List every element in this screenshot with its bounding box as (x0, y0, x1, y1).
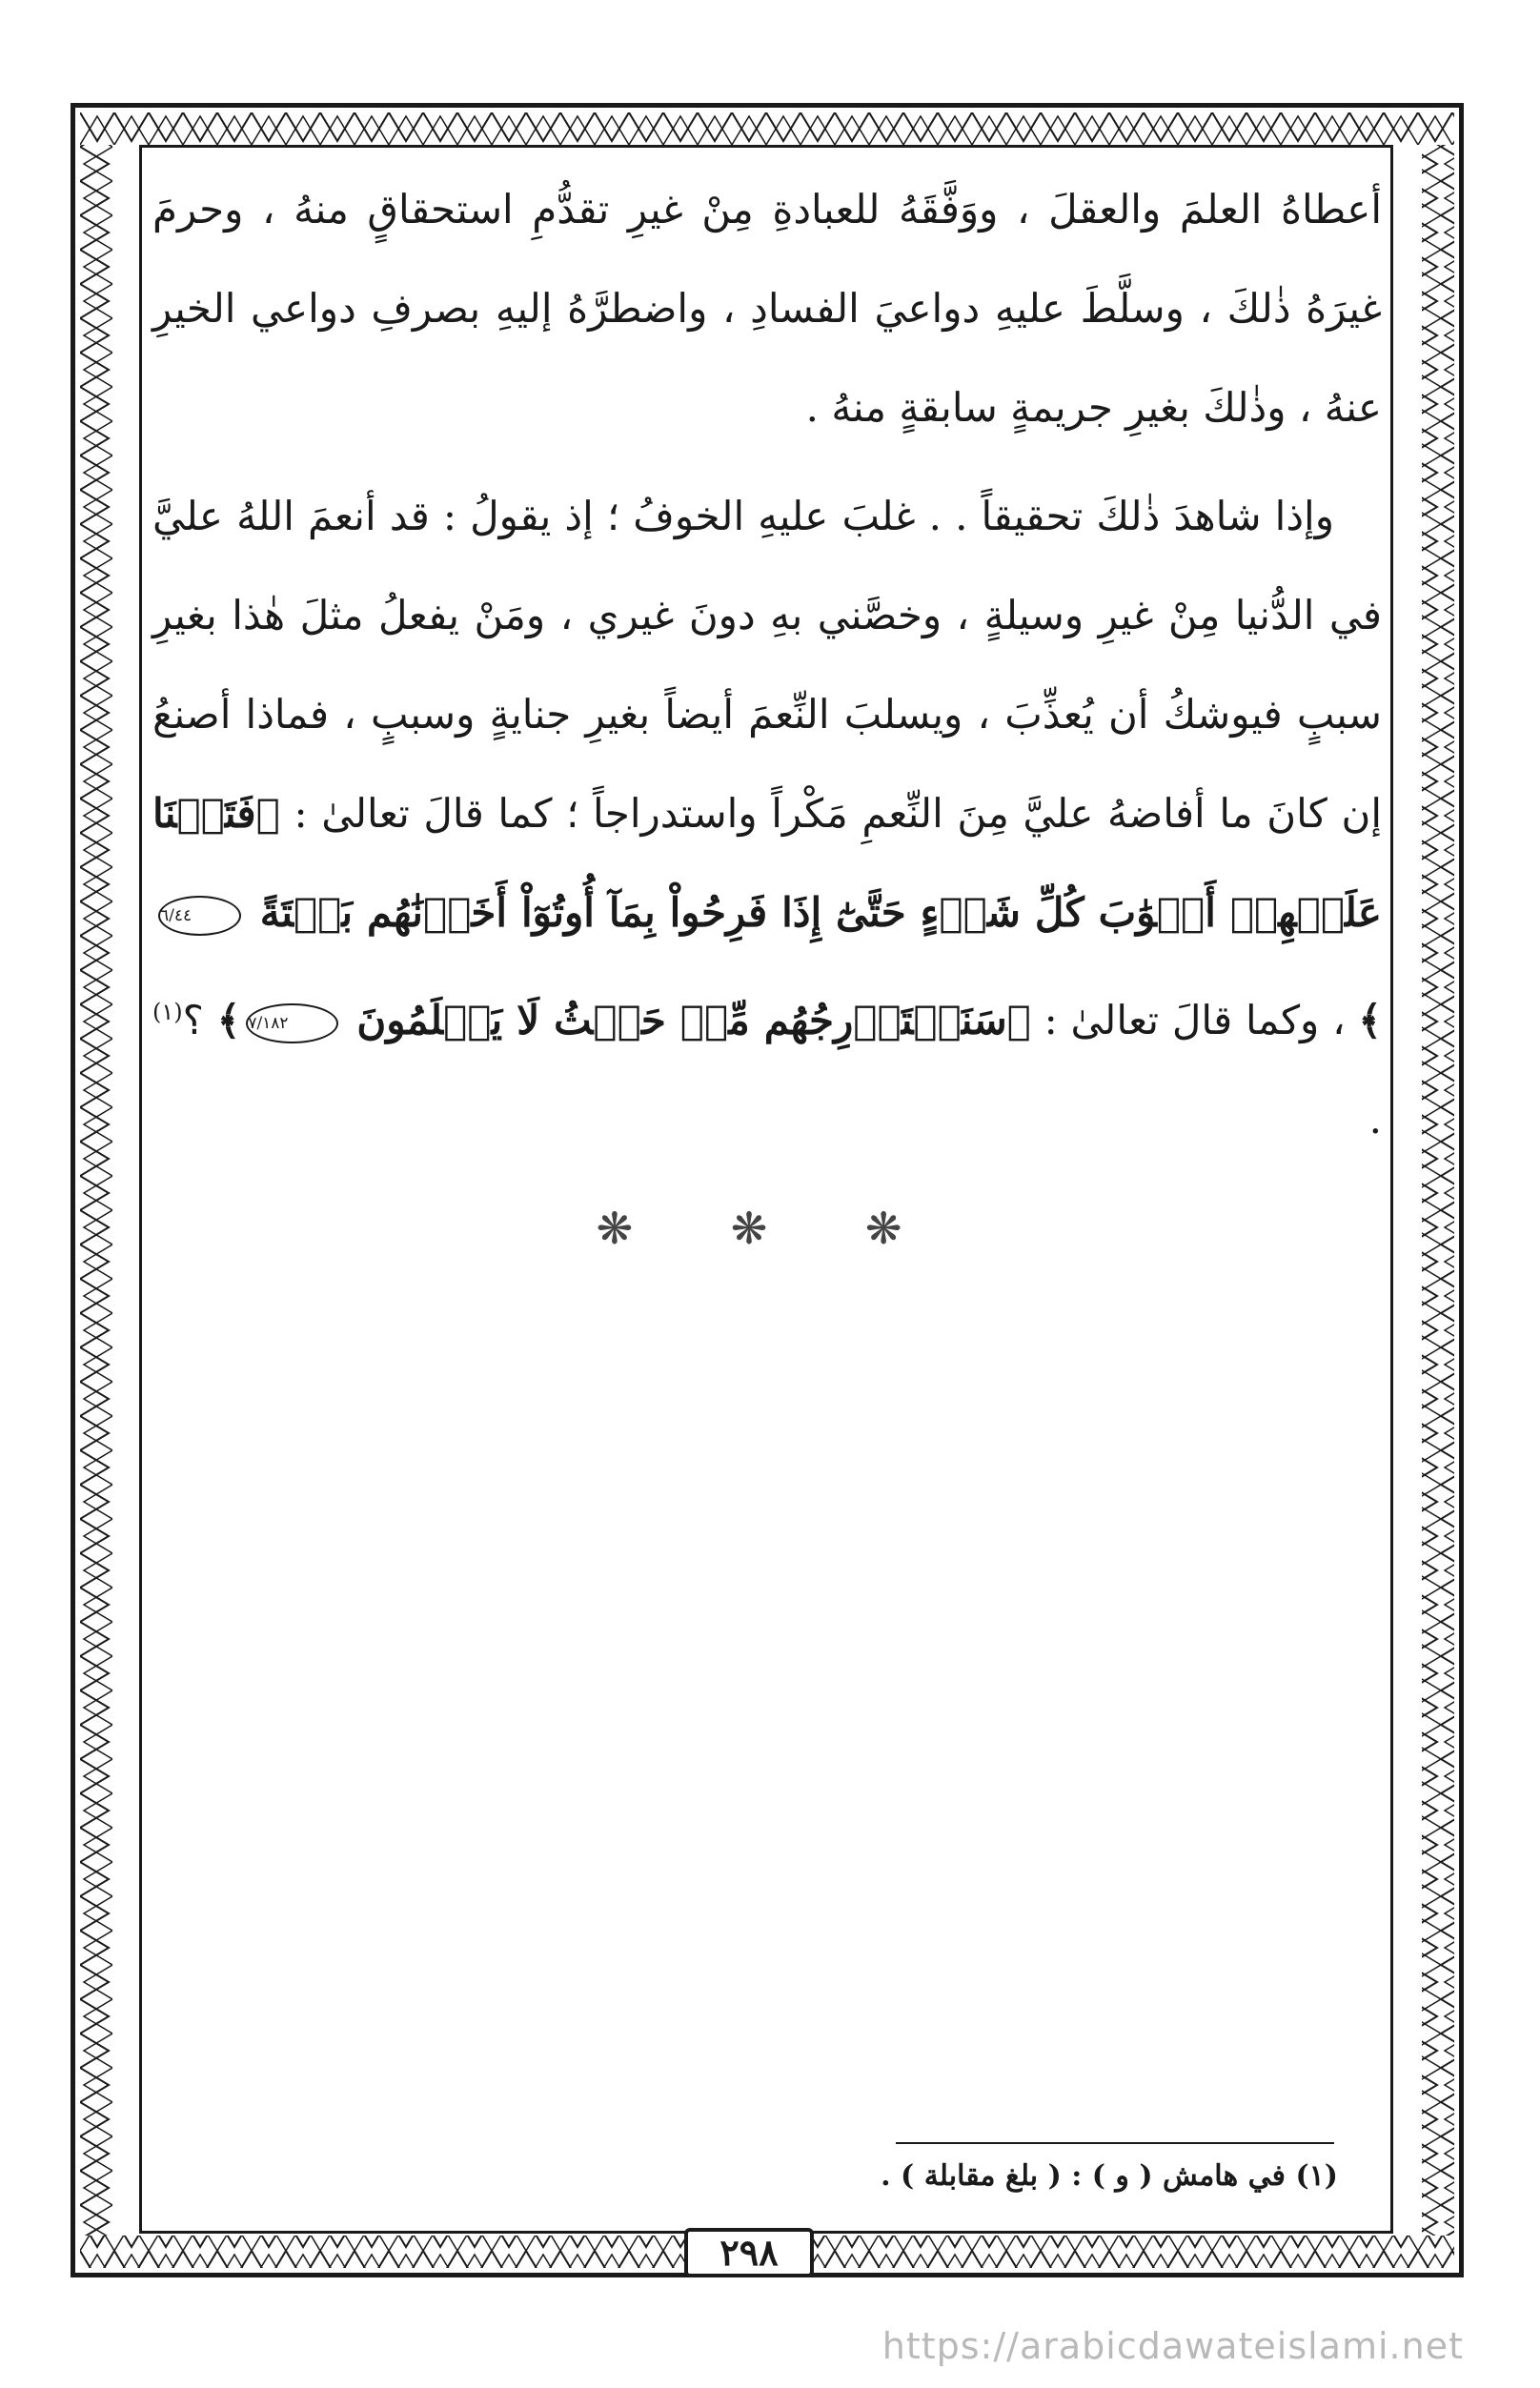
quran-verse-2: سَنَسۡتَدۡرِجُهُم مِّنۡ حَيۡثُ لَا يَعۡلَمُونَ (356, 997, 1007, 1043)
footnote-divider (896, 2142, 1334, 2144)
footnote-ref: (١) (152, 999, 183, 1025)
paragraph-2 (152, 467, 1382, 1169)
quran-bracket-close-icon: ﴾ (1358, 997, 1383, 1043)
quran-bracket-close-icon: ﴾ (216, 997, 241, 1043)
ayah-marker-2: ٧/١٨٢ (246, 1003, 337, 1043)
paragraph-1: أعطاهُ العلمَ والعقلَ ، ووَفَّقَهُ للعبادةِ مِنْ غيرِ تقدُّمِ استحقاقٍ منهُ ، وحرمَ غيرَهُ ذٰلكَ ، وسلَّطَ عليهِ دواعيَ الفسادِ ، واضطرَّهُ إليهِ بصرفِ دواعي الخيرِ عنهُ ، وذٰلكَ بغيرِ جريمةٍ سابقةٍ منهُ . (152, 186, 1382, 431)
footnote: (١) في هامش ( و ) : ( بلغ مقابلة ) . (881, 2159, 1338, 2193)
watermark-url: https://arabicdawateislami.net (881, 2325, 1464, 2367)
main-text (152, 160, 1382, 1169)
quran-bracket-open-icon: ﴿ (255, 790, 280, 837)
ayah-marker-1: ٦/٤٤ (158, 896, 241, 936)
quran-bracket-open-icon: ﴿ (1006, 997, 1031, 1043)
connector-text: ، وكما قالَ تعالىٰ : (1044, 997, 1346, 1043)
section-divider-ornament-icon: ❋ ❋ ❋ (596, 1203, 944, 1254)
question-mark: ؟ (182, 997, 204, 1043)
end-period: . (1368, 1096, 1382, 1143)
quran-verse-1: فَتَحۡنَا عَلَيۡهِمۡ أَبۡوَٰبَ كُلِّ شَيۡءٍ حَتَّىٰٓ إِذَا فَرِحُواْ بِمَآ أُوتُوٓاْ أَخَذۡنَٰهُم بَغۡتَةً (152, 790, 1382, 936)
page-number: ٢٩٨ (684, 2228, 814, 2277)
paragraph-2-text: وإذا شاهدَ ذٰلكَ تحقيقاً . . غلبَ عليهِ الخوفُ ؛ إذ يقولُ : قد أنعمَ اللهُ عليَّ في الدُّنيا مِنْ غيرِ وسيلةٍ ، وخصَّني بهِ دونَ غيري ، ومَنْ يفعلُ مثلَ هٰذا بغيرِ سببٍ فيوشكُ أن يُعذِّبَ ، ويسلبَ النِّعمَ أيضاً بغيرِ جنايةٍ وسببٍ ، فماذا أصنعُ إن كانَ ما أفاضهُ عليَّ مِنَ النِّعمِ مَكْراً واستدراجاً ؛ كما قالَ تعالىٰ : (152, 493, 1383, 837)
